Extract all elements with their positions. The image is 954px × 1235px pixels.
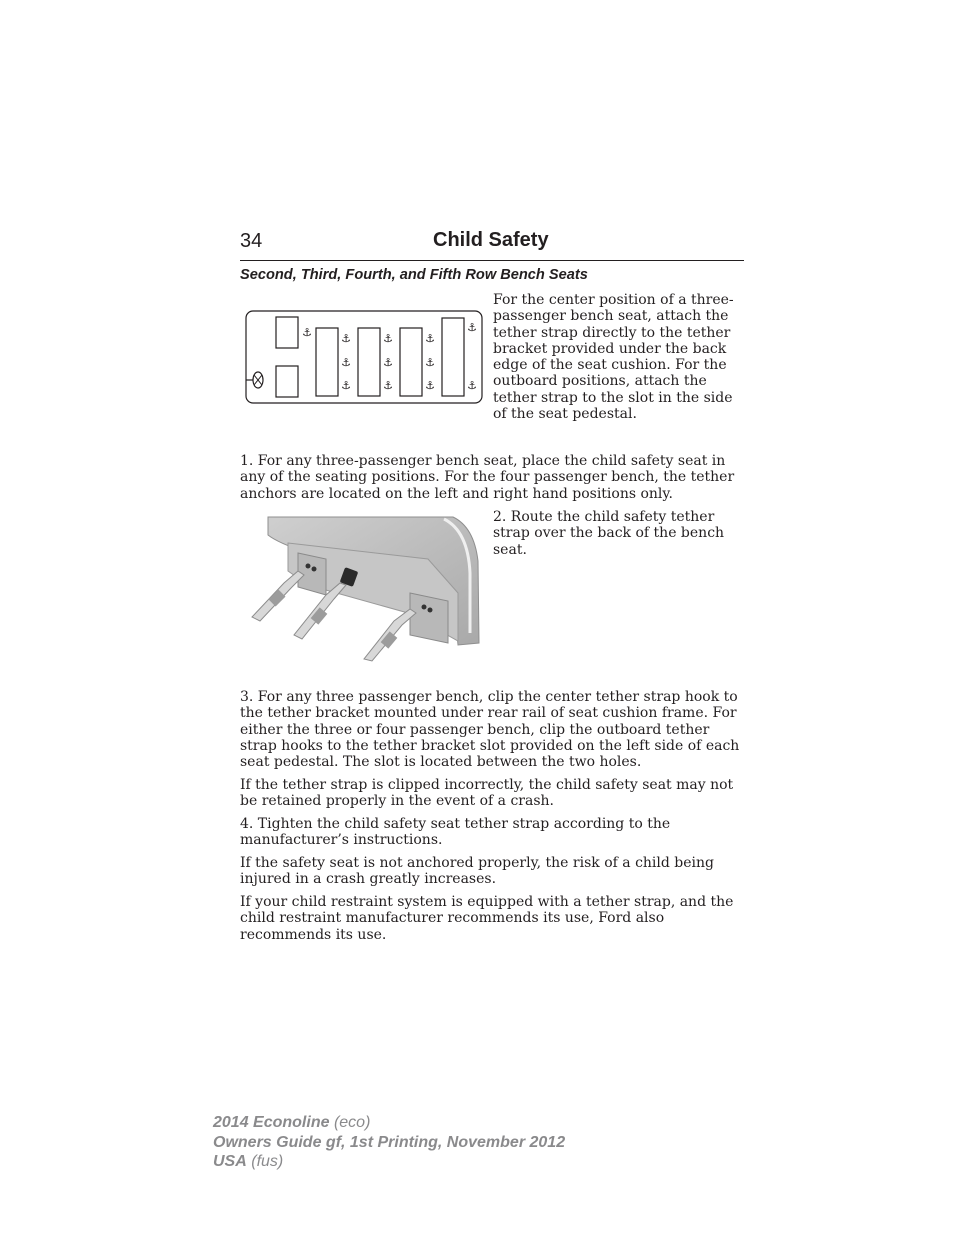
anchor-icon: ⚓ (383, 379, 393, 392)
anchor-icon: ⚓ (467, 321, 477, 334)
intro-paragraph: For the center position of a three-passenger bench seat, attach the tether strap directly to the tether bracket provided under the back edge of the seat cushion. For the outboard positions, attach the tether strap to the slot in the side of the seat pedestal. (493, 292, 734, 423)
anchor-icon: ⚓ (425, 332, 435, 345)
page-header (240, 228, 744, 261)
footer-line-2 (213, 1133, 565, 1153)
footer-model: 2014 Econoline (213, 1114, 330, 1131)
note-paragraph: If your child restraint system is equipped with a tether strap, and the child restraint manufacturer recommends its use, Ford also recommends its use. (240, 894, 734, 943)
anchor-icon: ⚓ (425, 356, 435, 369)
anchor-icon: ⚓ (341, 356, 351, 369)
footer-line-3 (213, 1152, 565, 1172)
step-2: 2. Route the child safety tether strap over the back of the bench seat. (493, 509, 725, 558)
page-number: 34 (240, 230, 263, 252)
anchor-icon: ⚓ (425, 379, 435, 392)
footer-market-code: (fus) (251, 1153, 284, 1170)
anchor-icon: ⚓ (467, 379, 477, 392)
footer-model-code: (eco) (333, 1114, 371, 1131)
section-heading: Second, Third, Fourth, and Fifth Row Bench Seats (240, 267, 588, 283)
anchor-icon: ⚓ (383, 356, 393, 369)
anchor-icon: ⚓ (383, 332, 393, 345)
anchor-icon: ⚓ (341, 332, 351, 345)
bench-seat-anchor-diagram (244, 309, 484, 405)
warning-paragraph: If the safety seat is not anchored properly, the risk of a child being injured in a crash greatly increases. (240, 855, 714, 888)
step-3: 3. For any three passenger bench, clip the center tether strap hook to the tether bracket mounted under rear rail of seat cushion frame. For either the three or four passenger bench, clip the outboard tether strap hooks to the tether bracket slot provided on the left side of each seat pedestal. The slot is located between the two holes. (240, 689, 740, 771)
chapter-title: Child Safety (433, 229, 549, 251)
page-footer (213, 1113, 565, 1172)
anchor-icon: ⚓ (341, 379, 351, 392)
footer-guide: Owners Guide gf, 1st Printing, November 2012 (213, 1133, 566, 1151)
warning-paragraph: If the tether strap is clipped incorrectly, the child safety seat may not be retained properly in the event of a crash. (240, 777, 734, 810)
step-4: 4. Tighten the child safety seat tether strap according to the manufacturer’s instructions. (240, 816, 671, 849)
step-1: 1. For any three-passenger bench seat, place the child safety seat in any of the seating positions. For the four passenger bench, the tether anchors are located on the left and right hand positions only. (240, 453, 735, 502)
anchor-icon: ⚓ (302, 326, 312, 339)
tether-strap-illustration (248, 513, 484, 663)
footer-market: USA (213, 1153, 247, 1170)
footer-line-1 (213, 1113, 565, 1133)
